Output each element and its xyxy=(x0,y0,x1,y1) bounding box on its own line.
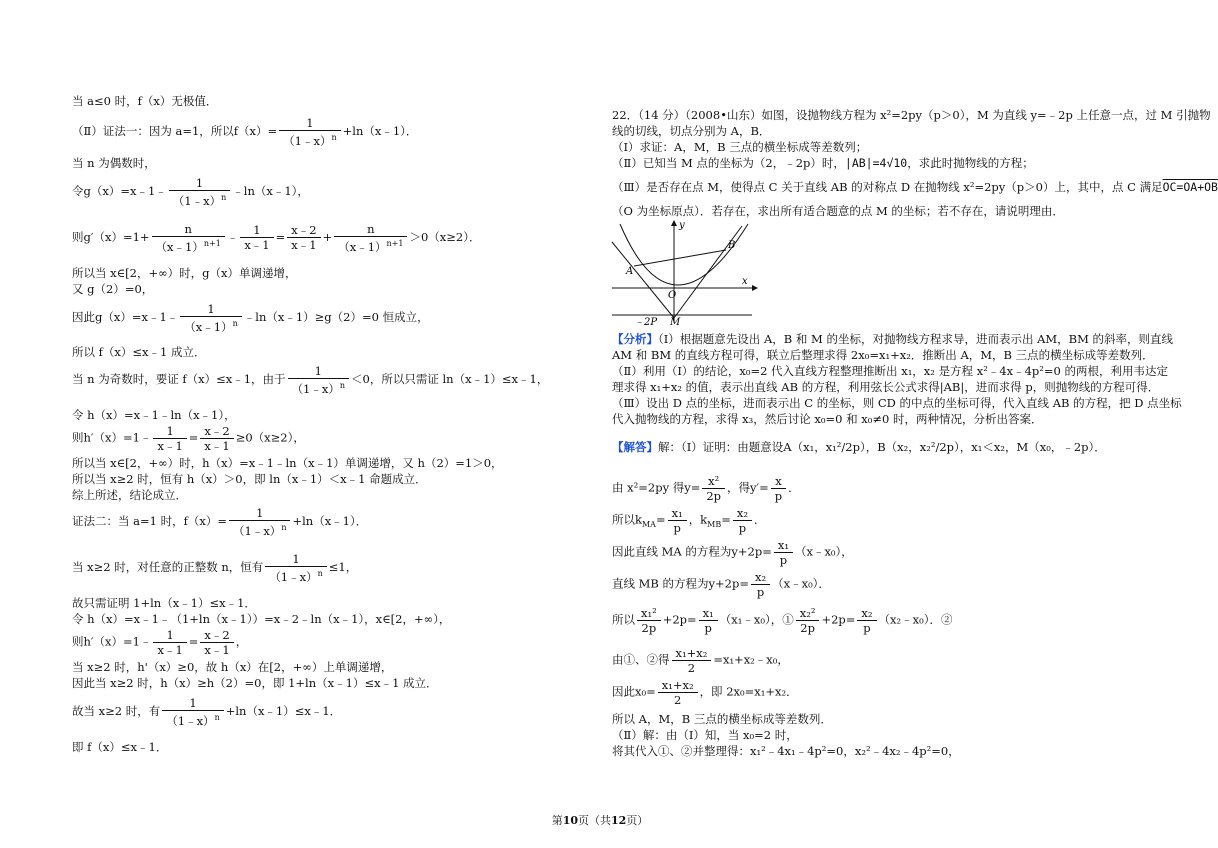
analysis-line: （Ⅱ）利用（Ⅰ）的结论，x₀=2 代入直线方程整理推断出 x₁，x₂ 是方程 x²﹣4x﹣4p²=0 的两根，利用韦达定 xyxy=(612,364,1169,378)
text-segment: （x₂﹣x₀）．② xyxy=(878,612,953,627)
numerator: x₁² xyxy=(637,606,661,621)
fraction xyxy=(153,628,186,657)
fraction xyxy=(658,678,698,707)
denominator: 2p xyxy=(706,489,722,503)
page-total: 12 xyxy=(611,814,627,827)
solution-line xyxy=(612,538,853,567)
label-x: x xyxy=(742,276,748,287)
den-text: （1﹣x） xyxy=(166,713,215,728)
text-segment: 解：（Ⅰ）证明：由题意设A（x₁，x₁²/2p），B（x₂，x₂²/2p），x₁＜x₂，M（x₀，﹣2p）． xyxy=(658,440,1106,454)
text-segment: 因此x₀= xyxy=(612,684,656,699)
fraction xyxy=(240,223,273,252)
denominator xyxy=(265,567,326,584)
parabola-figure xyxy=(612,218,758,326)
text-segment: 由①、②得 xyxy=(612,652,670,667)
text-segment: 则h′（x）=1﹣ xyxy=(72,430,152,445)
solution-line xyxy=(612,646,789,675)
solution-tag: 【解答】 xyxy=(612,440,658,454)
formula-line xyxy=(72,424,305,453)
den-text: （1﹣x） xyxy=(291,381,340,396)
text-segment: （x₁﹣x₀），① xyxy=(719,612,794,627)
fraction xyxy=(229,506,290,538)
fraction xyxy=(169,176,230,208)
solution-line: 将其代入①、②并整理得：x₁²﹣4x₁﹣4p²=0，x₂²﹣4x₂﹣4p²=0， xyxy=(612,744,960,758)
text-segment: +2p= xyxy=(662,612,697,627)
text-segment: 故当 x≥2 时，有 xyxy=(72,703,161,718)
text-segment: 所以 xyxy=(612,612,635,627)
numerator: x₁ xyxy=(668,506,687,521)
text-segment: ，求此时抛物线的方程； xyxy=(907,156,1034,170)
text-line: 当 x≥2 时，h'（x）≥0，故 h（x）在[2，+∞）上单调递增， xyxy=(72,660,393,674)
label-b: B xyxy=(728,240,736,251)
text-segment: 则g′（x）=1+ xyxy=(72,229,150,244)
text-line: 当 a≤0 时，f（x）无极值． xyxy=(72,94,218,108)
text-segment: 当 n 为奇数时，要证 f（x）≤x﹣1，由于 xyxy=(72,371,286,386)
text-segment: （Ⅰ）根据题意先设出 A，B 和 M 的坐标，对抛物线方程求导，进而表示出 AM，BM 的斜率，则直线 xyxy=(658,332,1174,346)
denominator xyxy=(169,191,230,208)
text-segment: 证法二：当 a=1 时，f（x）= xyxy=(72,513,227,528)
page-footer xyxy=(0,812,1200,828)
fraction xyxy=(796,606,820,635)
text-line: 令 h（x）=x﹣1﹣ln（x﹣1）， xyxy=(72,408,236,422)
solution-line xyxy=(612,440,1106,454)
numerator: x₁ xyxy=(774,538,793,553)
denominator: 2p xyxy=(641,621,657,635)
label-y: y xyxy=(679,220,685,231)
numerator: x﹣2 xyxy=(200,628,233,643)
denominator: 2 xyxy=(673,693,682,707)
numerator: 1 xyxy=(279,116,340,131)
text-segment: （Ⅲ）是否存在点 M，使得点 C 关于直线 AB 的对称点 D 在抛物线 x²=2py（p＞0）上，其中，点 C 满足 xyxy=(612,180,1163,194)
text-segment: ． xyxy=(753,512,766,527)
text-segment: 因此g（x）=x﹣1﹣ xyxy=(72,309,179,324)
solution-line: 所以 A，M，B 三点的横坐标成等差数列． xyxy=(612,712,832,726)
text-segment: 由 x²=2py 得y= xyxy=(612,480,701,495)
fraction xyxy=(152,222,225,254)
text-line: 当 n 为偶数时， xyxy=(72,156,156,170)
question-line xyxy=(612,156,1034,170)
solution-line: （Ⅱ）解：由（Ⅰ）知，当 x₀=2 时， xyxy=(612,728,798,742)
subscript: MB xyxy=(707,519,722,529)
exponent: n xyxy=(339,381,346,390)
formula-line xyxy=(72,222,481,254)
text-segment: ，得y′= xyxy=(727,480,769,495)
text-segment: +ln（x﹣1）． xyxy=(292,513,368,528)
denominator xyxy=(334,237,407,254)
text-segment: ＞0（x≥2）． xyxy=(409,229,481,244)
text-line: 所以当 x∈[2，+∞）时，h（x）=x﹣1﹣ln（x﹣1）单调递增，又 h（2）=1＞0， xyxy=(72,456,503,470)
numerator: x₂² xyxy=(796,606,820,621)
numerator: x₂ xyxy=(751,570,770,585)
denominator xyxy=(279,131,340,148)
text-segment: 直线 MB 的方程为y+2p= xyxy=(612,576,749,591)
denominator: x﹣1 xyxy=(204,643,230,657)
denominator xyxy=(180,317,241,334)
numerator: x₂ xyxy=(857,606,876,621)
text-segment: 令g（x）=x﹣1﹣ xyxy=(72,183,167,198)
tangent-ma xyxy=(612,242,677,318)
question-line: （O 为坐标原点）．若存在，求出所有适合题意的点 M 的坐标；若不存在，请说明理由． xyxy=(612,204,1064,218)
denominator: p xyxy=(863,621,871,635)
text-segment: 所以k xyxy=(612,512,642,527)
denominator: x﹣1 xyxy=(204,439,230,453)
text-segment: = xyxy=(721,512,731,527)
text-segment: ﹣ln（x﹣1）≥g（2）=0 恒成立， xyxy=(243,309,429,324)
label-minus-2p: ﹣2P xyxy=(634,317,658,328)
denominator: p xyxy=(738,521,747,535)
fraction xyxy=(180,302,241,334)
numerator: 1 xyxy=(169,176,230,191)
text-segment: （Ⅱ）证法一：因为 a=1，所以f（x）= xyxy=(72,123,278,138)
solution-line xyxy=(612,678,798,707)
text-segment: 因此直线 MA 的方程为y+2p= xyxy=(612,544,772,559)
text-segment: ，即 2x₀=x₁+x₂． xyxy=(699,684,798,699)
exponent: n+1 xyxy=(386,239,404,248)
fraction xyxy=(771,474,786,503)
solution-line xyxy=(612,606,952,635)
text-line: 所以 f（x）≤x﹣1 成立． xyxy=(72,345,206,359)
formula-segment: |AB|=4√10 xyxy=(844,156,908,170)
text-line: 令 h（x）=x﹣1﹣（1+ln（x﹣1））=x﹣2﹣ln（x﹣1），x∈[2，+∞）， xyxy=(72,612,451,626)
text-segment: （x﹣x₀）． xyxy=(772,576,830,591)
fraction xyxy=(672,646,712,675)
text-segment: ＜0，所以只需证 ln（x﹣1）≤x﹣1， xyxy=(351,371,549,386)
den-text: （1﹣x） xyxy=(172,193,222,208)
fraction xyxy=(733,506,752,535)
numerator: 1 xyxy=(180,302,241,317)
exponent: n xyxy=(317,569,323,578)
den-text: （x﹣1） xyxy=(155,239,204,254)
text-segment: +ln（x﹣1）≤x﹣1． xyxy=(225,703,342,718)
question-line: 22．（14 分）（2008•山东）如图，设抛物线方程为 x²=2py（p＞0），M 为直线 y=﹣2p 上任意一点，过 M 引抛物 xyxy=(612,108,1211,122)
formula-line xyxy=(72,302,429,334)
text-segment: （x﹣x₀）， xyxy=(794,544,853,559)
numerator: x₁ xyxy=(699,606,718,621)
den-text: （1﹣x） xyxy=(269,569,318,584)
text-segment: ≥0（x≥2）， xyxy=(235,430,305,445)
text-segment: + xyxy=(322,229,333,244)
fraction xyxy=(265,552,326,584)
denominator xyxy=(162,711,223,728)
text-line: 综上所述，结论成立． xyxy=(72,488,187,502)
solution-line xyxy=(612,506,765,535)
text-segment: ≤1， xyxy=(328,559,358,574)
text-segment: = xyxy=(655,512,666,527)
analysis-line xyxy=(612,332,1173,346)
numerator: 1 xyxy=(288,364,349,379)
numerator: 1 xyxy=(240,223,273,238)
y-axis-arrow xyxy=(671,220,677,226)
denominator: p xyxy=(673,521,681,535)
numerator: x₁+x₂ xyxy=(672,646,712,661)
question-line: （Ⅰ）求证：A，M，B 三点的横坐标成等差数列； xyxy=(612,140,868,154)
numerator: x﹣2 xyxy=(200,424,233,439)
footer-text: 页（共 xyxy=(578,814,611,827)
fraction xyxy=(200,424,233,453)
den-text: （1﹣x） xyxy=(233,523,282,538)
fraction xyxy=(668,506,687,535)
fraction xyxy=(162,696,223,728)
label-a: A xyxy=(626,266,634,277)
denominator: p xyxy=(756,585,765,599)
denominator: x﹣1 xyxy=(157,643,183,657)
numerator: n xyxy=(152,222,225,237)
exponent: n xyxy=(331,133,337,142)
denominator: p xyxy=(704,621,712,635)
subscript: MA xyxy=(641,519,656,529)
denominator: p xyxy=(779,553,788,567)
numerator: x₁+x₂ xyxy=(658,678,698,693)
formula-line xyxy=(72,552,357,584)
text-line: 又 g（2）=0， xyxy=(72,282,154,296)
fraction xyxy=(200,628,233,657)
numerator: 1 xyxy=(153,424,186,439)
text-line: 故只需证明 1+ln（x﹣1）≤x﹣1． xyxy=(72,596,256,610)
numerator: 1 xyxy=(162,696,223,711)
fraction xyxy=(288,364,349,396)
text-segment: ﹣ xyxy=(226,229,239,244)
chord-ab xyxy=(634,250,726,266)
fraction xyxy=(153,424,186,453)
formula-line xyxy=(72,506,367,538)
analysis-line: 代入抛物线的方程，求得 x₃，然后讨论 x₀=0 和 x₀≠0 时，两种情况，分析出答案． xyxy=(612,412,1043,426)
fraction xyxy=(702,474,725,503)
numerator: x₂ xyxy=(733,506,752,521)
denominator: x﹣1 xyxy=(291,238,317,253)
fraction xyxy=(774,538,793,567)
analysis-tag: 【分析】 xyxy=(612,332,658,346)
question-line: 线的切线，切点分别为 A，B． xyxy=(612,124,771,138)
text-segment: ，k xyxy=(688,512,708,527)
text-segment: = xyxy=(275,229,286,244)
numerator: x﹣2 xyxy=(287,223,320,238)
fraction xyxy=(279,116,340,148)
text-segment: =x₁+x₂﹣x₀， xyxy=(713,652,789,667)
footer-text: 第 xyxy=(551,814,563,827)
den-text: （1﹣x） xyxy=(283,133,332,148)
exponent: n xyxy=(281,523,287,532)
analysis-line: AM 和 BM 的直线方程可得，联立后整理求得 2x₀=x₁+x₂．推断出 A，M，B 三点的横坐标成等差数列． xyxy=(612,348,1154,362)
exponent: n xyxy=(221,193,227,202)
denominator xyxy=(288,379,349,396)
text-segment: 则h′（x）=1﹣ xyxy=(72,634,152,649)
formula-line xyxy=(72,696,341,728)
text-segment: +2p= xyxy=(821,612,856,627)
text-line: 即 f（x）≤x﹣1． xyxy=(72,740,168,754)
text-segment: （Ⅱ）已知当 M 点的坐标为（2，﹣2p）时， xyxy=(612,156,845,170)
denominator: x﹣1 xyxy=(244,238,270,253)
fraction xyxy=(637,606,661,635)
denominator: 2 xyxy=(687,661,696,675)
den-text: （x﹣1） xyxy=(338,239,387,254)
fraction xyxy=(751,570,770,599)
numerator: 1 xyxy=(153,628,186,643)
numerator: x² xyxy=(702,474,725,489)
formula-line xyxy=(72,116,417,148)
exponent: n xyxy=(214,713,220,722)
fraction xyxy=(699,606,718,635)
page-number: 10 xyxy=(562,814,578,827)
denominator xyxy=(152,237,225,254)
footer-text: 页） xyxy=(626,814,649,827)
formula-line xyxy=(72,628,247,657)
label-m: M xyxy=(670,317,681,328)
fraction xyxy=(857,606,876,635)
solution-line xyxy=(612,570,830,599)
text-segment: ﹣ln（x﹣1）， xyxy=(232,183,309,198)
numerator: 1 xyxy=(265,552,326,567)
den-text: （x﹣1） xyxy=(184,319,233,334)
solution-line xyxy=(612,474,800,503)
denominator: x﹣1 xyxy=(157,439,183,453)
vector-formula: OC=OA+OB xyxy=(1162,180,1218,194)
analysis-line: （Ⅲ）设出 D 点的坐标，进而表示出 C 的坐标，则 CD 的中点的坐标可得，代入直线 AB 的方程，把 D 点坐标 xyxy=(612,396,1182,410)
text-segment: +ln（x﹣1）． xyxy=(342,123,418,138)
text-segment: 当 x≥2 时，对任意的正整数 n，恒有 xyxy=(72,559,264,574)
analysis-line: 理求得 x₁+x₂ 的值，表示出直线 AB 的方程，利用弦长公式求得|AB|，进而求得 p，则抛物线的方程可得． xyxy=(612,380,1160,394)
exponent: n+1 xyxy=(203,239,221,248)
question-line xyxy=(612,180,1218,194)
text-segment: ， xyxy=(235,634,248,649)
formula-line xyxy=(72,176,309,208)
exponent: n xyxy=(232,319,238,328)
denominator: 2p xyxy=(800,621,815,635)
text-segment: = xyxy=(188,430,199,445)
denominator: p xyxy=(774,489,783,503)
text-segment: = xyxy=(188,634,199,649)
text-line: 所以当 x∈[2，+∞）时，g（x）单调递增， xyxy=(72,266,297,280)
numerator: 1 xyxy=(229,506,290,521)
x-axis-arrow xyxy=(752,285,758,291)
fraction xyxy=(287,223,320,252)
formula-line xyxy=(72,364,548,396)
numerator: x xyxy=(771,474,786,489)
text-line: 所以当 x≥2 时，恒有 h（x）＞0，即 ln（x﹣1）＜x﹣1 命题成立． xyxy=(72,472,427,486)
text-line: 因此当 x≥2 时，h（x）≥h（2）=0，即 1+ln（x﹣1）≤x﹣1 成立． xyxy=(72,676,438,690)
numerator: n xyxy=(334,222,407,237)
fraction xyxy=(334,222,407,254)
text-segment: ． xyxy=(788,480,800,495)
denominator xyxy=(229,521,290,538)
label-o: O xyxy=(668,290,677,301)
